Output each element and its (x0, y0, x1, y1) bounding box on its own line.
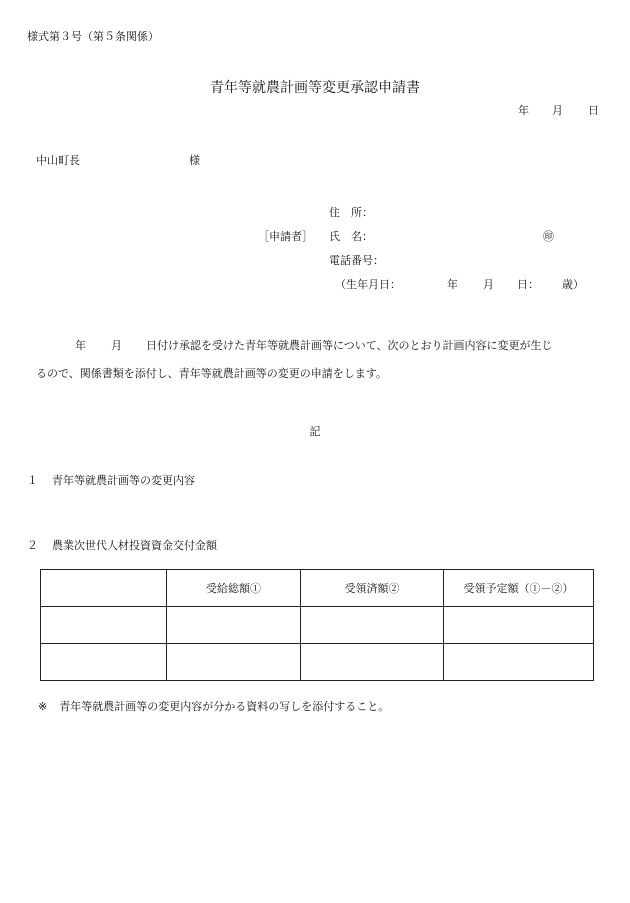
item-2 (27, 539, 217, 553)
table-cell[interactable] (301, 644, 444, 681)
table-cell[interactable] (444, 607, 594, 644)
item-1 (27, 474, 195, 488)
table-cell[interactable] (41, 607, 167, 644)
phone-label: 電話番号： (329, 254, 384, 267)
item-title: 青年等就農計画等の変更内容 (52, 474, 195, 487)
name-label: 氏 名： (329, 230, 373, 243)
amount-table (40, 569, 594, 681)
table-header-blank (41, 570, 167, 607)
ki-heading: 記 (309, 425, 321, 438)
table-row (41, 644, 594, 681)
form-number: 様式第３号（第５条関係） (27, 30, 159, 43)
note-mark: ※ (38, 700, 48, 713)
date-month-label: 月 (552, 104, 563, 117)
item-number: １ (27, 474, 38, 487)
addressee-name: 中山町長 (36, 154, 80, 167)
table-cell[interactable] (41, 644, 167, 681)
birthdate-label: （生年月日： (335, 278, 401, 291)
document-title: 青年等就農計画等変更承認申請書 (210, 80, 420, 96)
birth-month-label: 月 (483, 278, 494, 291)
birth-day-label: 日： (517, 278, 539, 291)
table-cell[interactable] (301, 607, 444, 644)
table-header-total-received: 受給総額① (167, 570, 301, 607)
birth-year-label: 年 (447, 278, 458, 291)
date-year-label: 年 (518, 104, 529, 117)
table-cell[interactable] (444, 644, 594, 681)
item-number: ２ (27, 539, 38, 552)
table-header-row (41, 570, 594, 607)
table-row (41, 607, 594, 644)
addressee-honorific: 様 (189, 154, 200, 167)
applicant-label: ［申請者］ (258, 230, 313, 243)
table-header-already-received: 受領済額② (301, 570, 444, 607)
note (38, 700, 389, 714)
item-title: 農業次世代人材投資資金交付金額 (52, 539, 217, 552)
body-text-line2: るので、関係書類を添付し、青年等就農計画等の変更の申請をします。 (36, 367, 387, 380)
body-text-line1: 日付け承認を受けた青年等就農計画等について、次のとおり計画内容に変更が生じ (146, 339, 553, 352)
table-header-scheduled: 受領予定額（①－②） (444, 570, 594, 607)
seal-mark: ㊞ (543, 230, 554, 243)
date-day-label: 日 (588, 104, 599, 117)
address-label: 住 所： (329, 206, 373, 219)
body-month-label: 月 (111, 339, 122, 352)
table-cell[interactable] (167, 607, 301, 644)
note-text: 青年等就農計画等の変更内容が分かる資料の写しを添付すること。 (59, 700, 390, 713)
age-label: 歳） (562, 278, 584, 291)
table-cell[interactable] (167, 644, 301, 681)
body-year-label: 年 (75, 339, 86, 352)
